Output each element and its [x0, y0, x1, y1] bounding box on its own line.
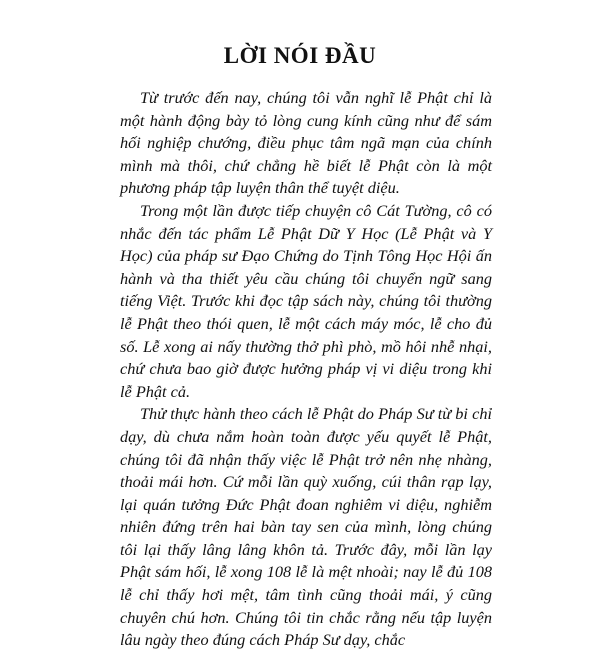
paragraph-3: Thử thực hành theo cách lễ Phật do Pháp Sư từ bi chỉ dạy, dù chưa nắm hoàn toàn được yếu quyết lễ Phật, chúng tôi đã nhận thấy việc lễ Phật trở nên nhẹ nhàng, thoải mái hơn. Cứ mỗi lần quỳ xuống, cúi thân rạp lạy, lại quán tưởng Đức Phật đoan nghiêm vi diệu, nghiễm nhiên đứng trên hai bàn tay sen của mình, lòng chúng tôi lại thấy lâng lâng khôn tả. Trước đây, mỗi lần lạy Phật sám hối, lễ xong 108 lễ là mệt nhoài; nay lễ đủ 108 lễ chỉ thấy hơi mệt, tâm tình cũng thoải mái, ý cũng chuyên chú hơn. Chúng tôi tin chắc rằng nếu tập luyện lâu ngày theo đúng cách Pháp Sư dạy, chắc: [120, 404, 492, 650]
page-title: LỜI NÓI ĐẦU: [223, 43, 377, 68]
paragraph-1: Từ trước đến nay, chúng tôi vẫn nghĩ lễ Phật chỉ là một hành động bày tỏ lòng cung kính cũng như để sám hối nghiệp chướng, điều phục tâm ngã mạn của chính mình mà thôi, chứ chẳng hề biết lễ Phật còn là một phương pháp tập luyện thân thể tuyệt diệu.: [120, 88, 492, 198]
paragraph-2: Trong một lần được tiếp chuyện cô Cát Tường, cô có nhắc đến tác phẩm Lễ Phật Dữ Y Học (Lễ Phật và Y Học) của pháp sư Đạo Chứng do Tịnh Tông Học Hội ấn hành và tha thiết yêu cầu chúng tôi chuyển ngữ sang tiếng Việt. Trước khi đọc tập sách này, chúng tôi thường lễ Phật theo thói quen, lễ một cách máy móc, lễ cho đủ số. Lễ xong ai nấy thường thở phì phò, mồ hôi nhễ nhại, chứ chưa bao giờ được hưởng pháp vị vi diệu trong khi lễ Phật cả.: [120, 200, 492, 401]
body-text: [120, 87, 492, 652]
